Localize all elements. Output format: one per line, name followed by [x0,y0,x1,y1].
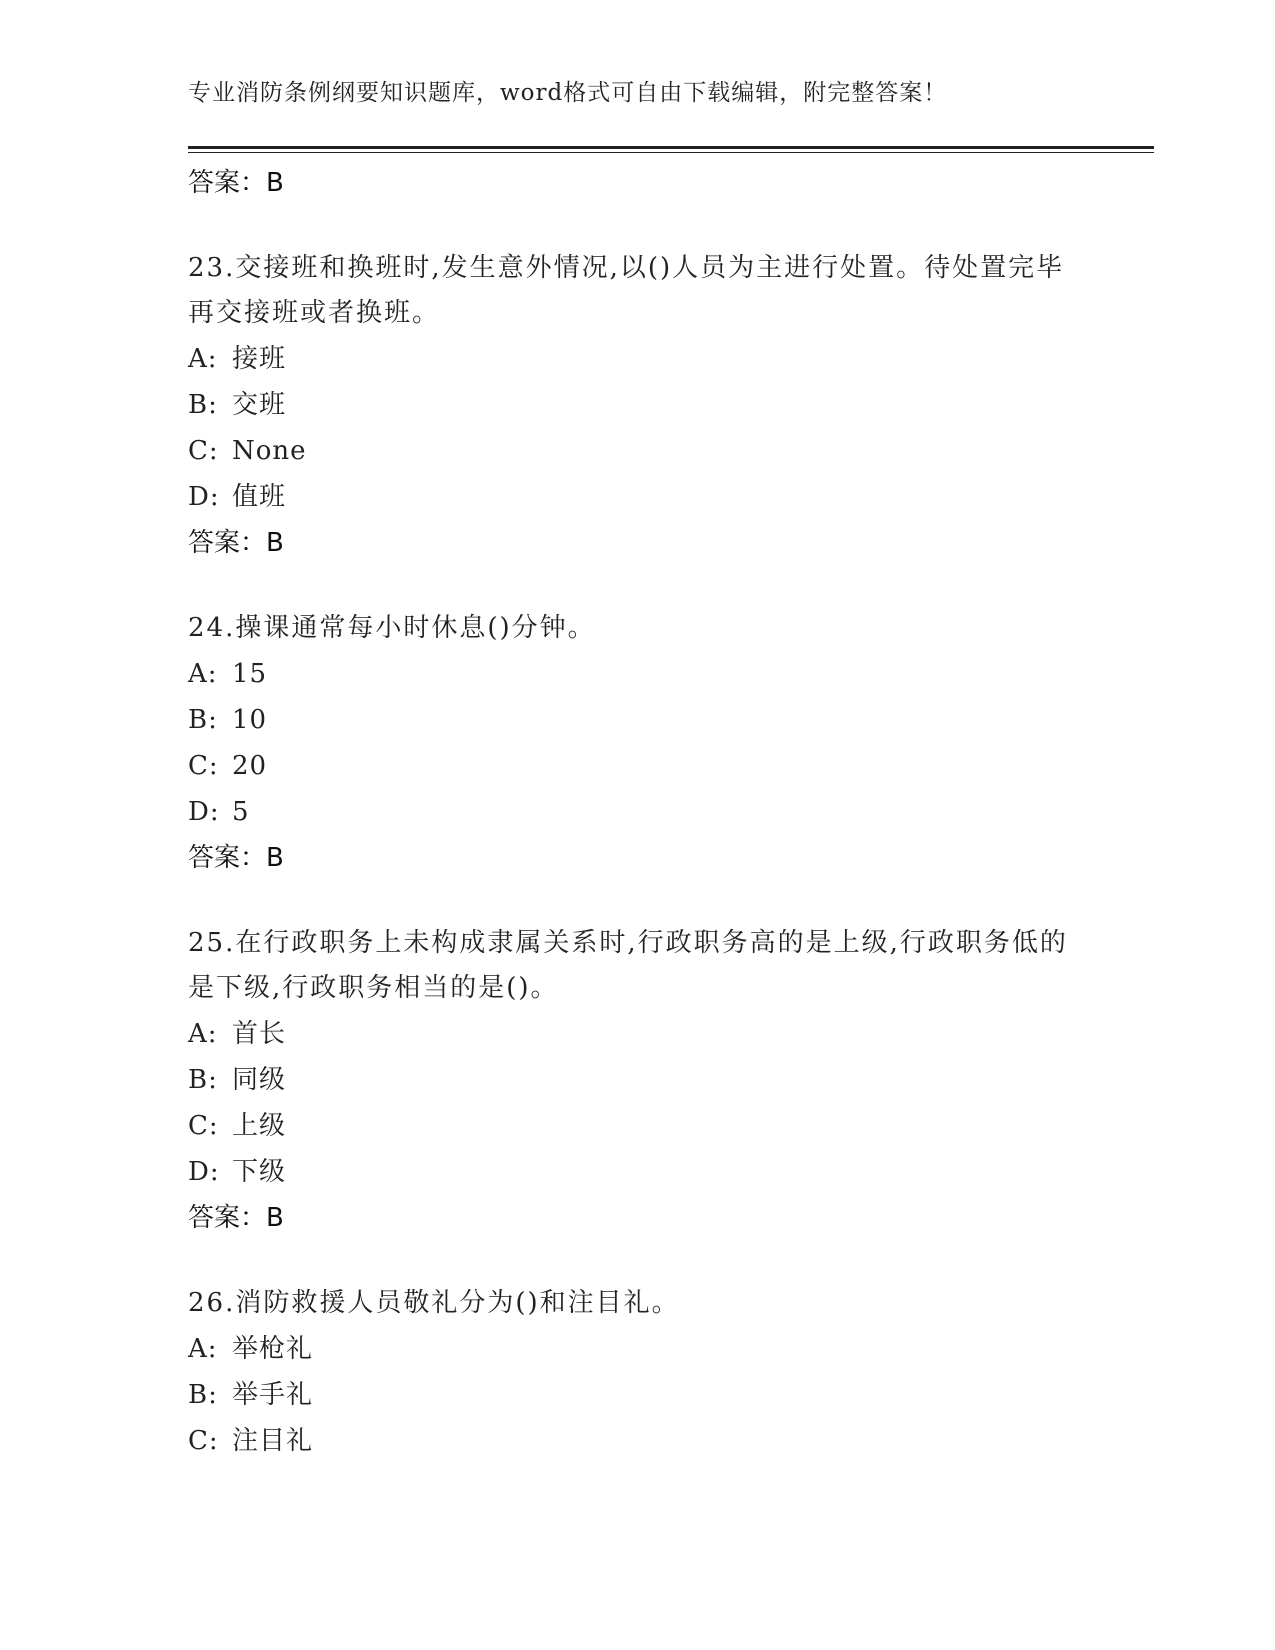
question-23 [188,246,1088,566]
option-label: A: [188,344,218,374]
option-text: 交班 [232,390,287,420]
option-label: D: [188,482,220,512]
question-24 [188,606,1088,881]
option-b [188,697,1088,743]
answer-line: 答案：B [188,843,284,873]
option-text: 同级 [232,1065,287,1095]
option-d [188,789,1088,835]
option-text: 上级 [232,1111,287,1141]
option-label: A: [188,1019,218,1049]
option-text: 值班 [232,482,287,512]
question-list [188,160,1088,1464]
option-text: 10 [232,705,268,735]
page-header: 专业消防条例纲要知识题库，word格式可自由下载编辑，附完整答案！ [188,80,948,106]
option-a [188,651,1088,697]
option-b [188,1372,1088,1418]
answer-line: 答案：B [188,168,284,198]
option-c [188,428,1088,474]
option-text: 举枪礼 [232,1334,314,1364]
option-c [188,1418,1088,1464]
question-stem: 26.消防救援人员敬礼分为()和注目礼。 [188,1288,680,1318]
option-text: 举手礼 [232,1380,314,1410]
option-text: 接班 [232,344,287,374]
question-stem: 24.操课通常每小时休息()分钟。 [188,613,596,643]
option-label: A: [188,1334,218,1364]
option-label: C: [188,1426,219,1456]
option-text: 5 [232,797,250,827]
option-d [188,474,1088,520]
option-text: 15 [232,659,268,689]
option-b [188,382,1088,428]
option-a [188,336,1088,382]
option-text: 首长 [232,1019,287,1049]
option-text: None [232,436,307,466]
option-label: C: [188,436,219,466]
option-label: D: [188,1157,220,1187]
answer-line: 答案：B [188,1203,284,1233]
option-label: B: [188,390,218,420]
option-c [188,743,1088,789]
option-text: 下级 [232,1157,287,1187]
answer-line: 答案：B [188,528,284,558]
option-label: C: [188,1111,219,1141]
option-c [188,1103,1088,1149]
option-label: C: [188,751,219,781]
header-rule [188,146,1154,153]
question-26 [188,1281,1088,1464]
option-d [188,1149,1088,1195]
option-label: B: [188,1065,218,1095]
option-label: B: [188,705,218,735]
option-label: A: [188,659,218,689]
option-a [188,1326,1088,1372]
option-b [188,1057,1088,1103]
question-25 [188,921,1088,1241]
option-text: 20 [232,751,268,781]
option-text: 注目礼 [232,1426,314,1456]
question-stem: 25.在行政职务上未构成隶属关系时,行政职务高的是上级,行政职务低的是下级,行政职务相当的是()。 [188,928,1068,1003]
question-stem: 23.交接班和换班时,发生意外情况,以()人员为主进行处置。待处置完毕再交接班或者换班。 [188,253,1065,328]
option-a [188,1011,1088,1057]
option-label: B: [188,1380,218,1410]
option-label: D: [188,797,220,827]
